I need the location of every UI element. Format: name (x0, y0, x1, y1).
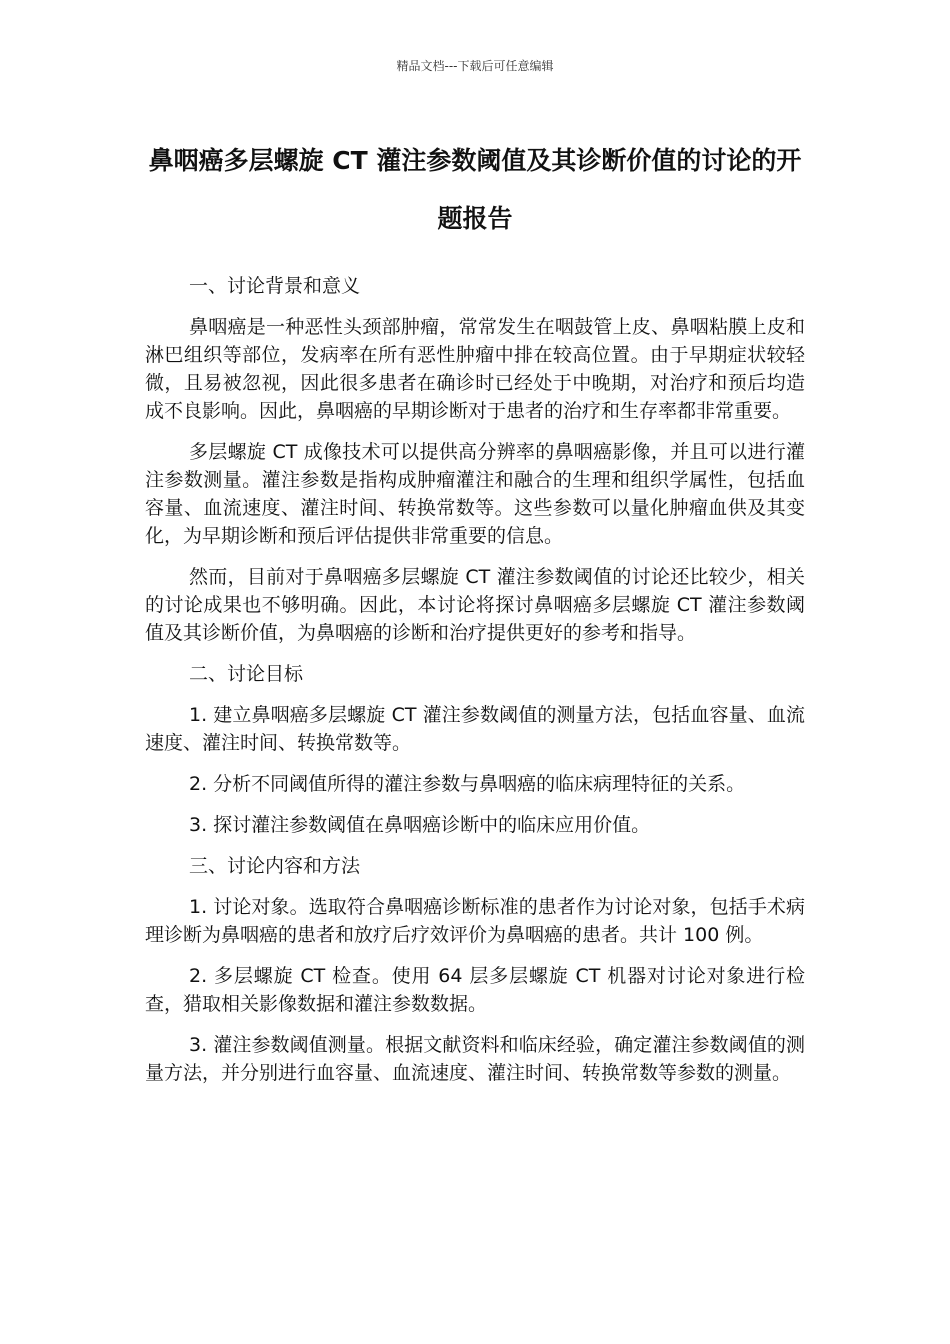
document-title: 鼻咽癌多层螺旋 CT 灌注参数阈值及其诊断价值的讨论的开题报告 (148, 146, 802, 233)
document-body (145, 272, 805, 1100)
body-paragraph: 鼻咽癌是一种恶性头颈部肿瘤，常常发生在咽鼓管上皮、鼻咽粘膜上皮和淋巴组织等部位，发病率在所有恶性肿瘤中排在较高位置。由于早期症状较轻微，且易被忽视，因此很多患者在确诊时已经处于中晚期，对治疗和预后均造成不良影响。因此，鼻咽癌的早期诊断对于患者的治疗和生存率都非常重要。 (145, 316, 805, 422)
body-paragraph: 然而，目前对于鼻咽癌多层螺旋 CT 灌注参数阈值的讨论还比较少，相关的讨论成果也不够明确。因此，本讨论将探讨鼻咽癌多层螺旋 CT 灌注参数阈值及其诊断价值，为鼻咽癌的诊断和治疗提供更好的参考和指导。 (145, 566, 805, 644)
list-item: 2. 分析不同阈值所得的灌注参数与鼻咽癌的临床病理特征的关系。 (189, 773, 746, 795)
body-paragraph: 多层螺旋 CT 成像技术可以提供高分辨率的鼻咽癌影像，并且可以进行灌注参数测量。灌注参数是指构成肿瘤灌注和融合的生理和组织学属性，包括血容量、血流速度、灌注时间、转换常数等。这些参数可以量化肿瘤血供及其变化，为早期诊断和预后评估提供非常重要的信息。 (145, 441, 805, 547)
list-item: 1. 建立鼻咽癌多层螺旋 CT 灌注参数阈值的测量方法，包括血容量、血流速度、灌注时间、转换常数等。 (145, 704, 805, 754)
section-heading-background: 一、讨论背景和意义 (189, 275, 361, 297)
list-item: 3. 灌注参数阈值测量。根据文献资料和临床经验，确定灌注参数阈值的测量方法，并分别进行血容量、血流速度、灌注时间、转换常数等参数的测量。 (145, 1034, 805, 1084)
list-item: 2. 多层螺旋 CT 检查。使用 64 层多层螺旋 CT 机器对讨论对象进行检查，猎取相关影像数据和灌注参数数据。 (145, 965, 805, 1015)
list-item: 1. 讨论对象。选取符合鼻咽癌诊断标准的患者作为讨论对象，包括手术病理诊断为鼻咽癌的患者和放疗后疗效评价为鼻咽癌的患者。共计 100 例。 (145, 896, 805, 946)
section-heading-objectives: 二、讨论目标 (189, 663, 304, 685)
section-heading-methods: 三、讨论内容和方法 (189, 855, 361, 877)
header-note: 精品文档---下载后可任意编辑 (396, 59, 554, 73)
list-item: 3. 探讨灌注参数阈值在鼻咽癌诊断中的临床应用价值。 (189, 814, 651, 836)
